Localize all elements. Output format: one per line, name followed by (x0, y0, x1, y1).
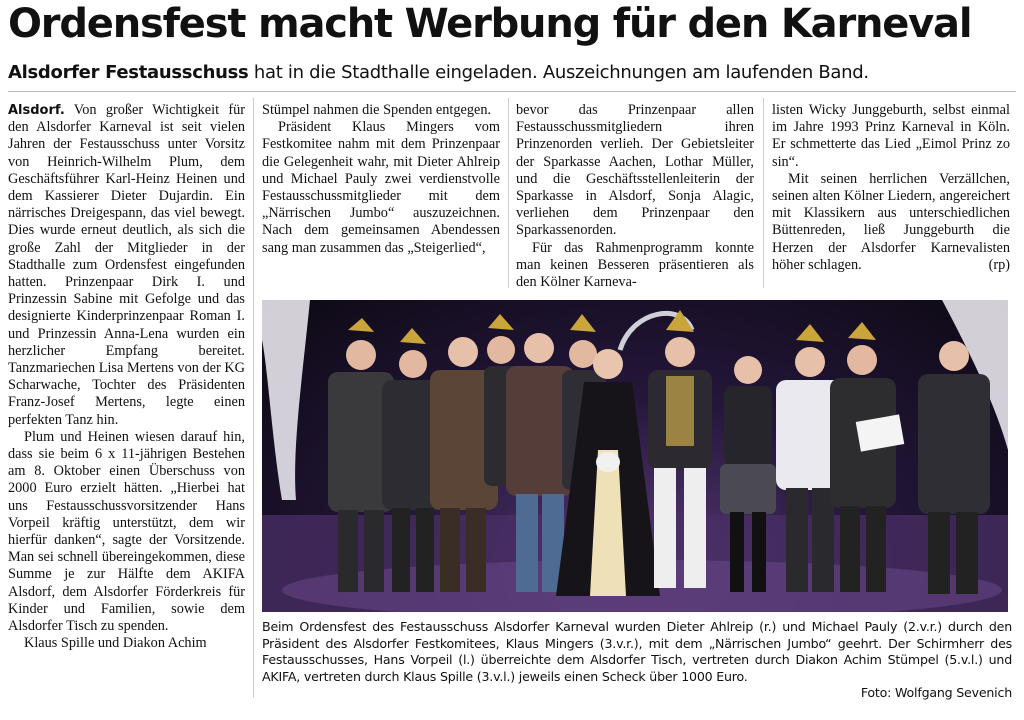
group-photo-illustration (262, 300, 1008, 612)
column-divider (508, 98, 509, 288)
photo-caption (262, 619, 1012, 702)
column-divider (763, 98, 764, 288)
caption-text: Beim Ordensfest des Festausschuss Alsdorfer Karneval wurden Dieter Ahlreip (r.) und Michael Pauly (2.v.r.) durch den Präsident des Alsdorfer Festkomitees, Klaus Mingers (3.v.r.), mit dem „Närrischen Jumbo“ geehrt. Der Schirmherr des Festausschusses, Hans Vorpeil (l.) überreichte dem Alsdorfer Tisch, vertreten durch Diakon Achim Stümpel (5.v.l.) und AKIFA, vertreten durch Klaus Spille (3.v.l.) jeweils einen Scheck über 1000 Euro. (262, 619, 1012, 684)
author-initials: (rp) (988, 257, 1010, 274)
col2-para-1: Stümpel nahmen die Spenden entgegen. (262, 102, 492, 118)
col3-para-1: bevor das Prinzenpaar allen Festausschussmitgliedern ihren Prinzenorden verlieh. Der Gebietsleiter der Sparkasse Aachen, Lothar Müller, und die Geschäftsstellenleiterin der Sparkasse in Alsdorf, Sonja Alagic, verliehen dem Prinzenpaar den Sparkassenorden. (516, 102, 754, 239)
dateline: Alsdorf. (8, 103, 65, 118)
article-column-4 (772, 102, 1010, 274)
col1-para-2: Plum und Heinen wiesen darauf hin, dass sie beim 6 x 11-jährigen Bestehen am 8. Oktober einen Überschuss von 2000 Euro erzielt hätten. „Hierbei hat uns Festausschussvorsitzender Hans Vorpeil kräftig unterstützt, dem wir hierfür danken“, sagte der Vorsitzende. Man sei schnell übereingekommen, diese Summe je zur Hälfte dem AKIFA Alsdorf, dem Alsdorfer Förderkreis für Kinder und Familien, sowie dem Alsdorfer Tisch zu spenden. (8, 428, 245, 635)
header-rule (8, 91, 1016, 92)
article-column-1 (8, 102, 245, 653)
article-column-3 (516, 102, 754, 291)
col1-para-3: Klaus Spille und Diakon Achim (24, 635, 207, 652)
column-divider (253, 98, 254, 698)
subheadline-rest: hat in die Stadthalle eingeladen. Auszeichnungen am laufenden Band. (248, 62, 869, 83)
col4-para-1: listen Wicky Junggeburth, selbst einmal im Jahre 1993 Prinz Karneval in Köln. Er schmetterte das Lied „Eimol Prinz zo sin“. (772, 102, 1010, 170)
col3-para-2: Für das Rahmenprogramm konnte man keinen Besseren präsentieren als den Kölner Karneva- (516, 239, 754, 291)
group-photo (262, 300, 1008, 612)
col1-para-1: Von großer Wichtigkeit für den Alsdorfer Karneval ist seit vielen Jahren der Festausschuss unter Vorsitz von Heinrich-Wilhelm Plum, dem Geschäftsführer Karl-Heinz Heinen und dem Kassierer Dieter Dujardin. Ein närrisches Dreigespann, das viel bewegt. Dies wurde erneut deutlich, als sich die große Zahl der Mitglieder in der Stadthalle zum Ordensfest eingefunden hatten. Prinzenpaar Dirk I. und Prinzessin Sabine mit Gefolge und das designierte Kinderprinzenpaar Roman I. und Prinzessin Anna-Lena wurden ein herzlicher Empfang bereitet. Tanzmariechen Lisa Mertens von der KG Scharwache, Tochter des Präsidenten Franz-Josef Mertens, legte einen perfekten Tanz hin. (8, 102, 245, 428)
col2-para-2: Präsident Klaus Mingers vom Festkomitee nahm mit dem Prinzenpaar die Gelegenheit wahr, mit Dieter Ahlreip und Michael Pauly zwei verdienstvolle Festausschussmitglieder mit dem „Närrischen Jumbo“ auszuzeichnen. Nach dem gemeinsamen Abendessen sang man zusammen das „Steigerlied“, (262, 119, 500, 256)
headline: Ordensfest macht Werbung für den Karneval (8, 1, 972, 47)
photo-credit: Foto: Wolfgang Sevenich (860, 685, 1012, 700)
left-curtain (262, 300, 310, 500)
col4-para-2: Mit seinen herrlichen Verzällchen, seinen alten Kölner Liedern, angereichert mit Klassikern aus unterschiedlichen Büttenreden, ließ Junggeburth die Herzen der Alsdorfer Karnevalisten höher schlagen. (772, 170, 1010, 273)
article-column-2 (262, 102, 500, 257)
subheadline-bold: Alsdorfer Festausschuss (8, 62, 249, 83)
subheadline (8, 60, 1018, 86)
